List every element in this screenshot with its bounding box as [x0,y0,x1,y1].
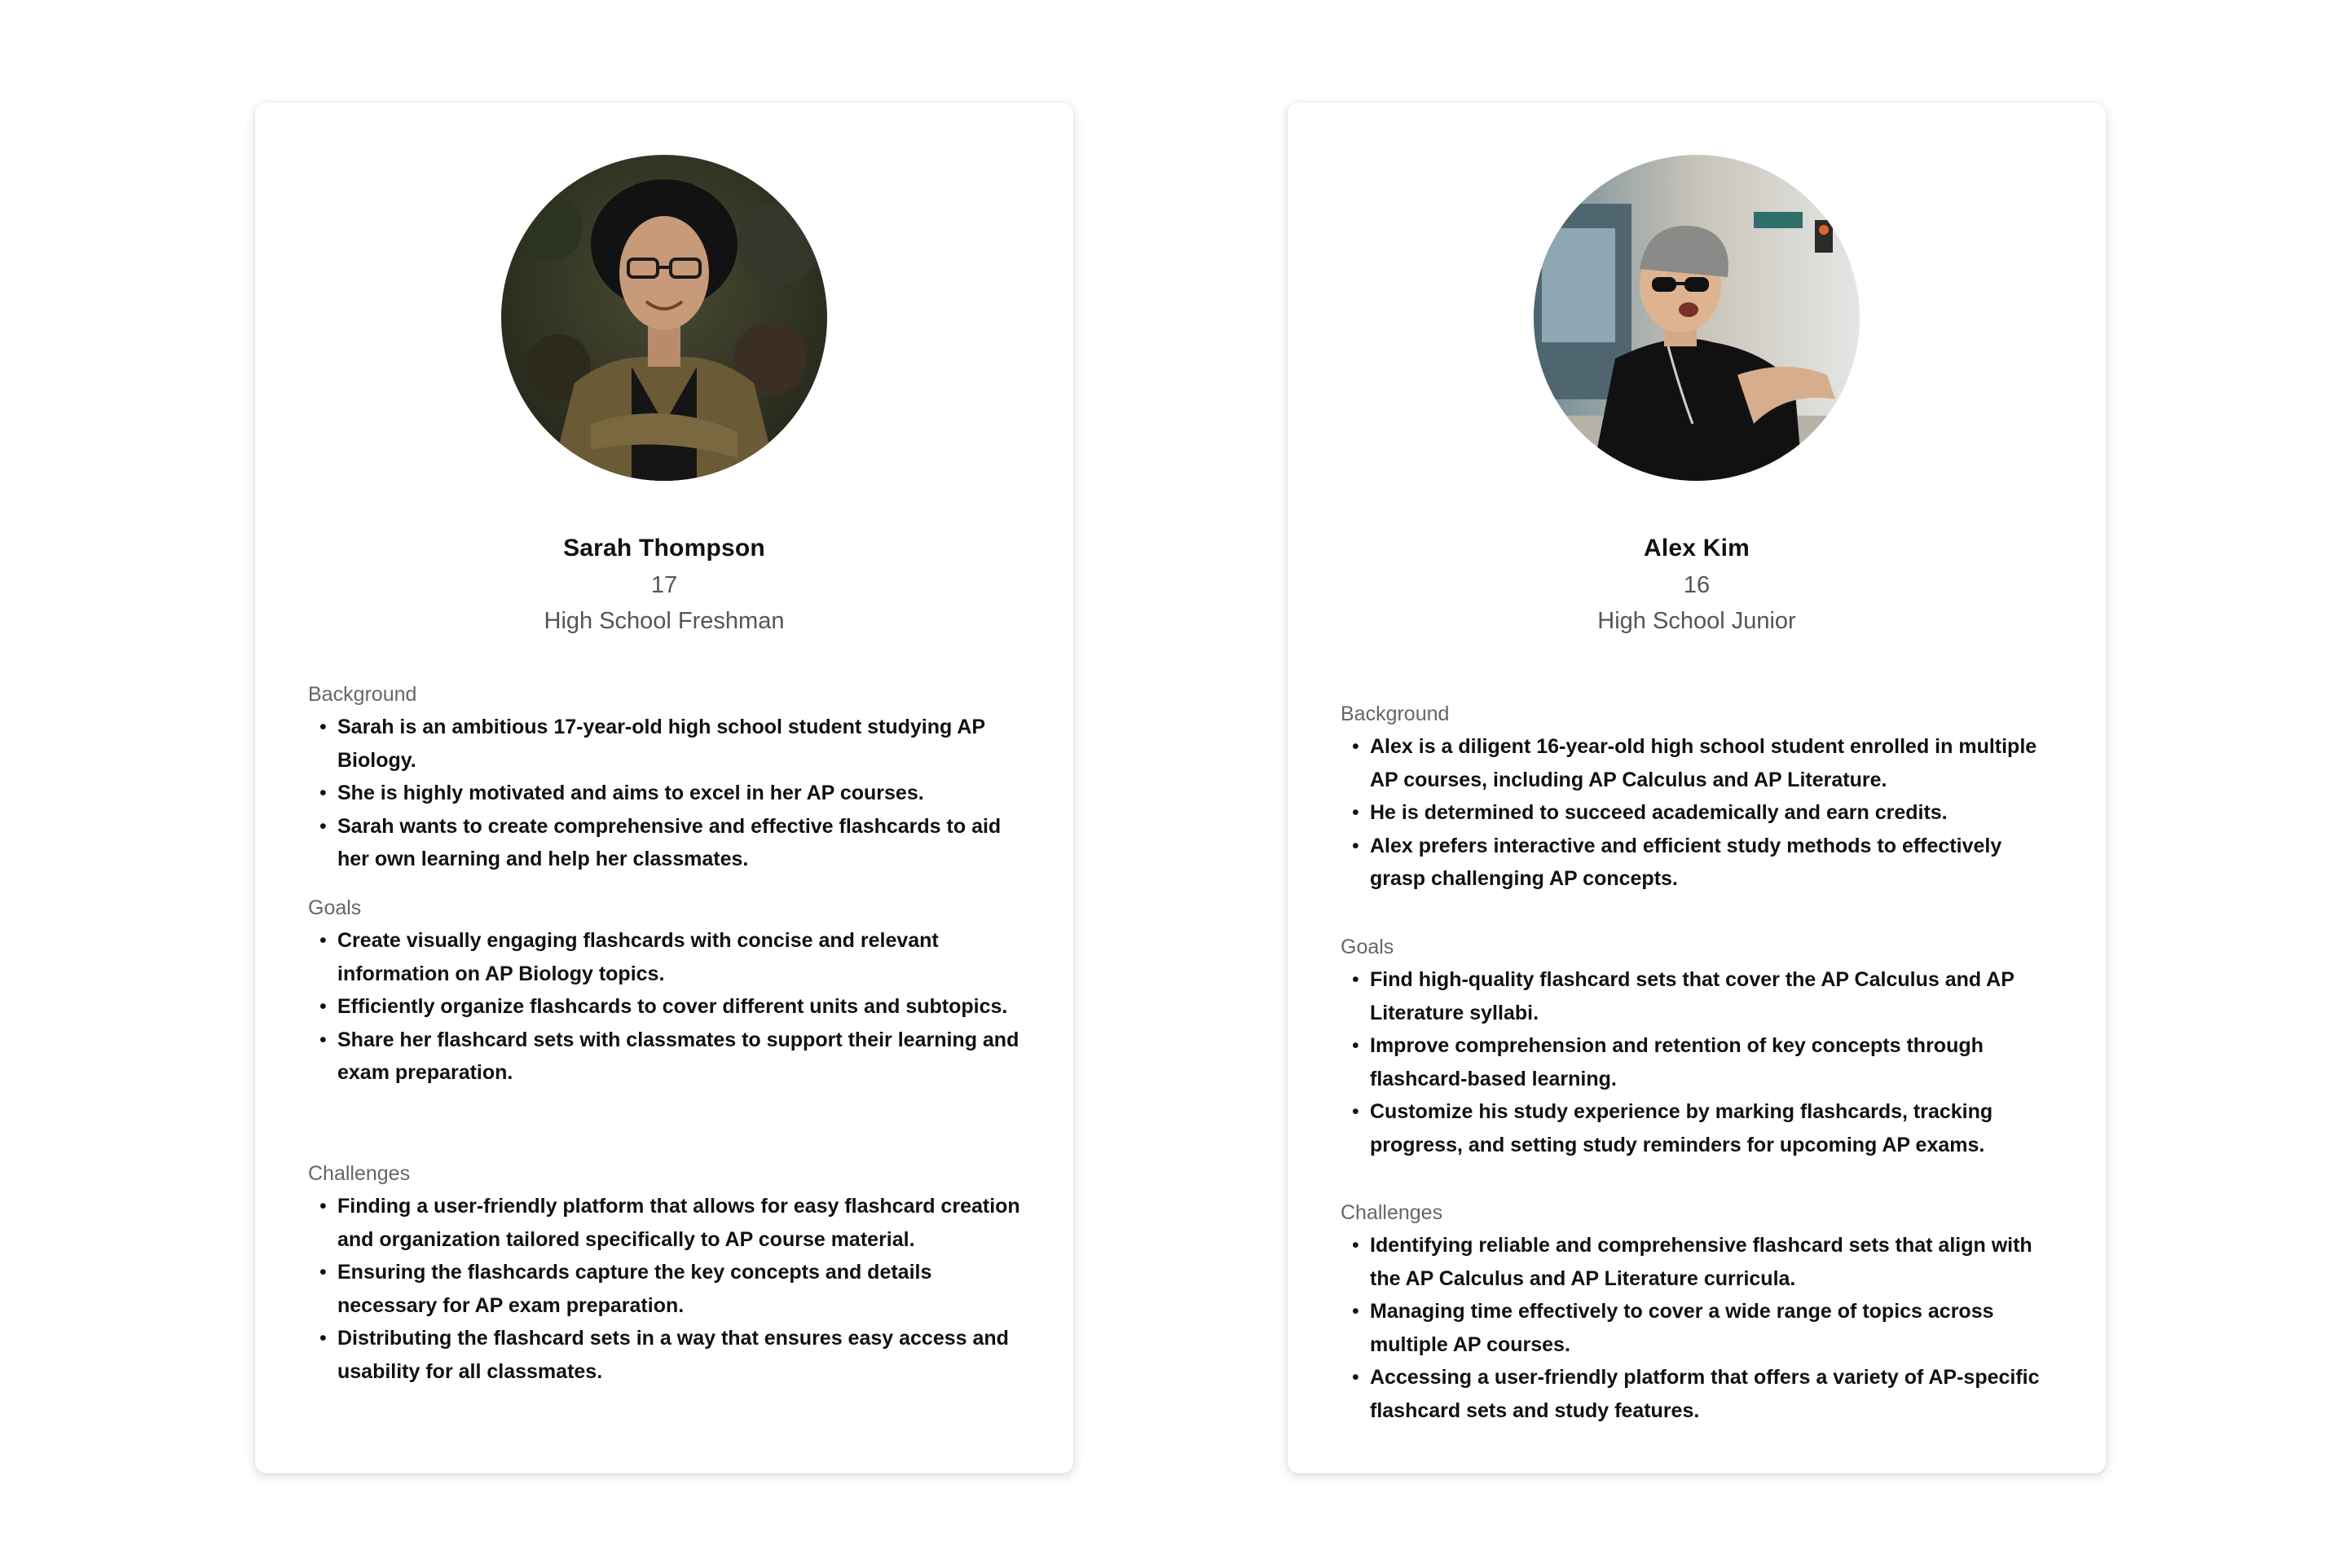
avatar [501,155,827,481]
list-item: • Alex is a diligent 16-year-old high school student enrolled in multiple AP courses, including AP Calculus and AP Literature. [1341,730,2058,796]
persona-name: Sarah Thompson [563,535,765,562]
goals-list [1341,963,2058,1161]
list-item: • Ensuring the flashcards capture the key concepts and details necessary for AP exam preparation. [308,1256,1025,1322]
background-section [308,678,1025,876]
challenges-section [308,1157,1025,1388]
section-title: Goals [1341,936,1394,958]
list-item: • Accessing a user-friendly platform that offers a variety of AP-specific flashcard sets and study features. [1341,1361,2058,1427]
background-list [1341,730,2058,896]
list-item: • Improve comprehension and retention of key concepts through flashcard-based learning. [1341,1029,2058,1095]
list-item: • Alex prefers interactive and efficient study methods to effectively grasp challenging AP concepts. [1341,830,2058,896]
list-item: • Sarah wants to create comprehensive and effective flashcards to aid her own learning and help her classmates. [308,810,1025,876]
list-item: • Finding a user-friendly platform that allows for easy flashcard creation and organization tailored specifically to AP course material. [308,1190,1025,1256]
persona-name: Alex Kim [1644,535,1750,562]
list-item: • He is determined to succeed academically and earn credits. [1341,796,2058,830]
goals-list [308,924,1025,1090]
persona-age: 17 [650,572,678,598]
goals-section [1341,931,2058,1161]
challenges-list [308,1190,1025,1388]
list-item: • Find high-quality flashcard sets that cover the AP Calculus and AP Literature syllabi. [1341,963,2058,1029]
challenges-section [1341,1196,2058,1427]
section-title: Background [1341,703,1450,725]
list-item: • She is highly motivated and aims to excel in her AP courses. [308,777,1025,810]
background-section [1341,698,2058,896]
list-item: • Customize his study experience by marking flashcards, tracking progress, and setting study reminders for upcoming AP exams. [1341,1095,2058,1161]
persona-card-alex [1288,103,2106,1473]
list-item: • Efficiently organize flashcards to cover different units and subtopics. [308,990,1025,1024]
list-item: • Managing time effectively to cover a wide range of topics across multiple AP courses. [1341,1295,2058,1361]
list-item: • Identifying reliable and comprehensive flashcard sets that align with the AP Calculus and AP Literature curricula. [1341,1229,2058,1295]
avatar-photo-alex [1534,155,1860,481]
persona-grade: High School Freshman [544,608,785,634]
section-title: Goals [308,896,362,919]
list-item: • Distributing the flashcard sets in a way that ensures easy access and usability for all classmates. [308,1322,1025,1388]
background-list [308,711,1025,876]
list-item: • Create visually engaging flashcards with concise and relevant information on AP Biology topics. [308,924,1025,990]
persona-card-sarah [255,103,1073,1473]
challenges-list [1341,1229,2058,1427]
list-item: • Share her flashcard sets with classmates to support their learning and exam preparation. [308,1024,1025,1090]
persona-age: 16 [1683,572,1711,598]
list-item: • Sarah is an ambitious 17-year-old high school student studying AP Biology. [308,711,1025,777]
section-title: Challenges [1341,1201,1443,1224]
avatar [1534,155,1860,481]
avatar-photo-sarah [501,155,827,481]
persona-grade: High School Junior [1597,608,1796,634]
section-title: Background [308,683,417,706]
section-title: Challenges [308,1162,411,1185]
goals-section [308,892,1025,1090]
